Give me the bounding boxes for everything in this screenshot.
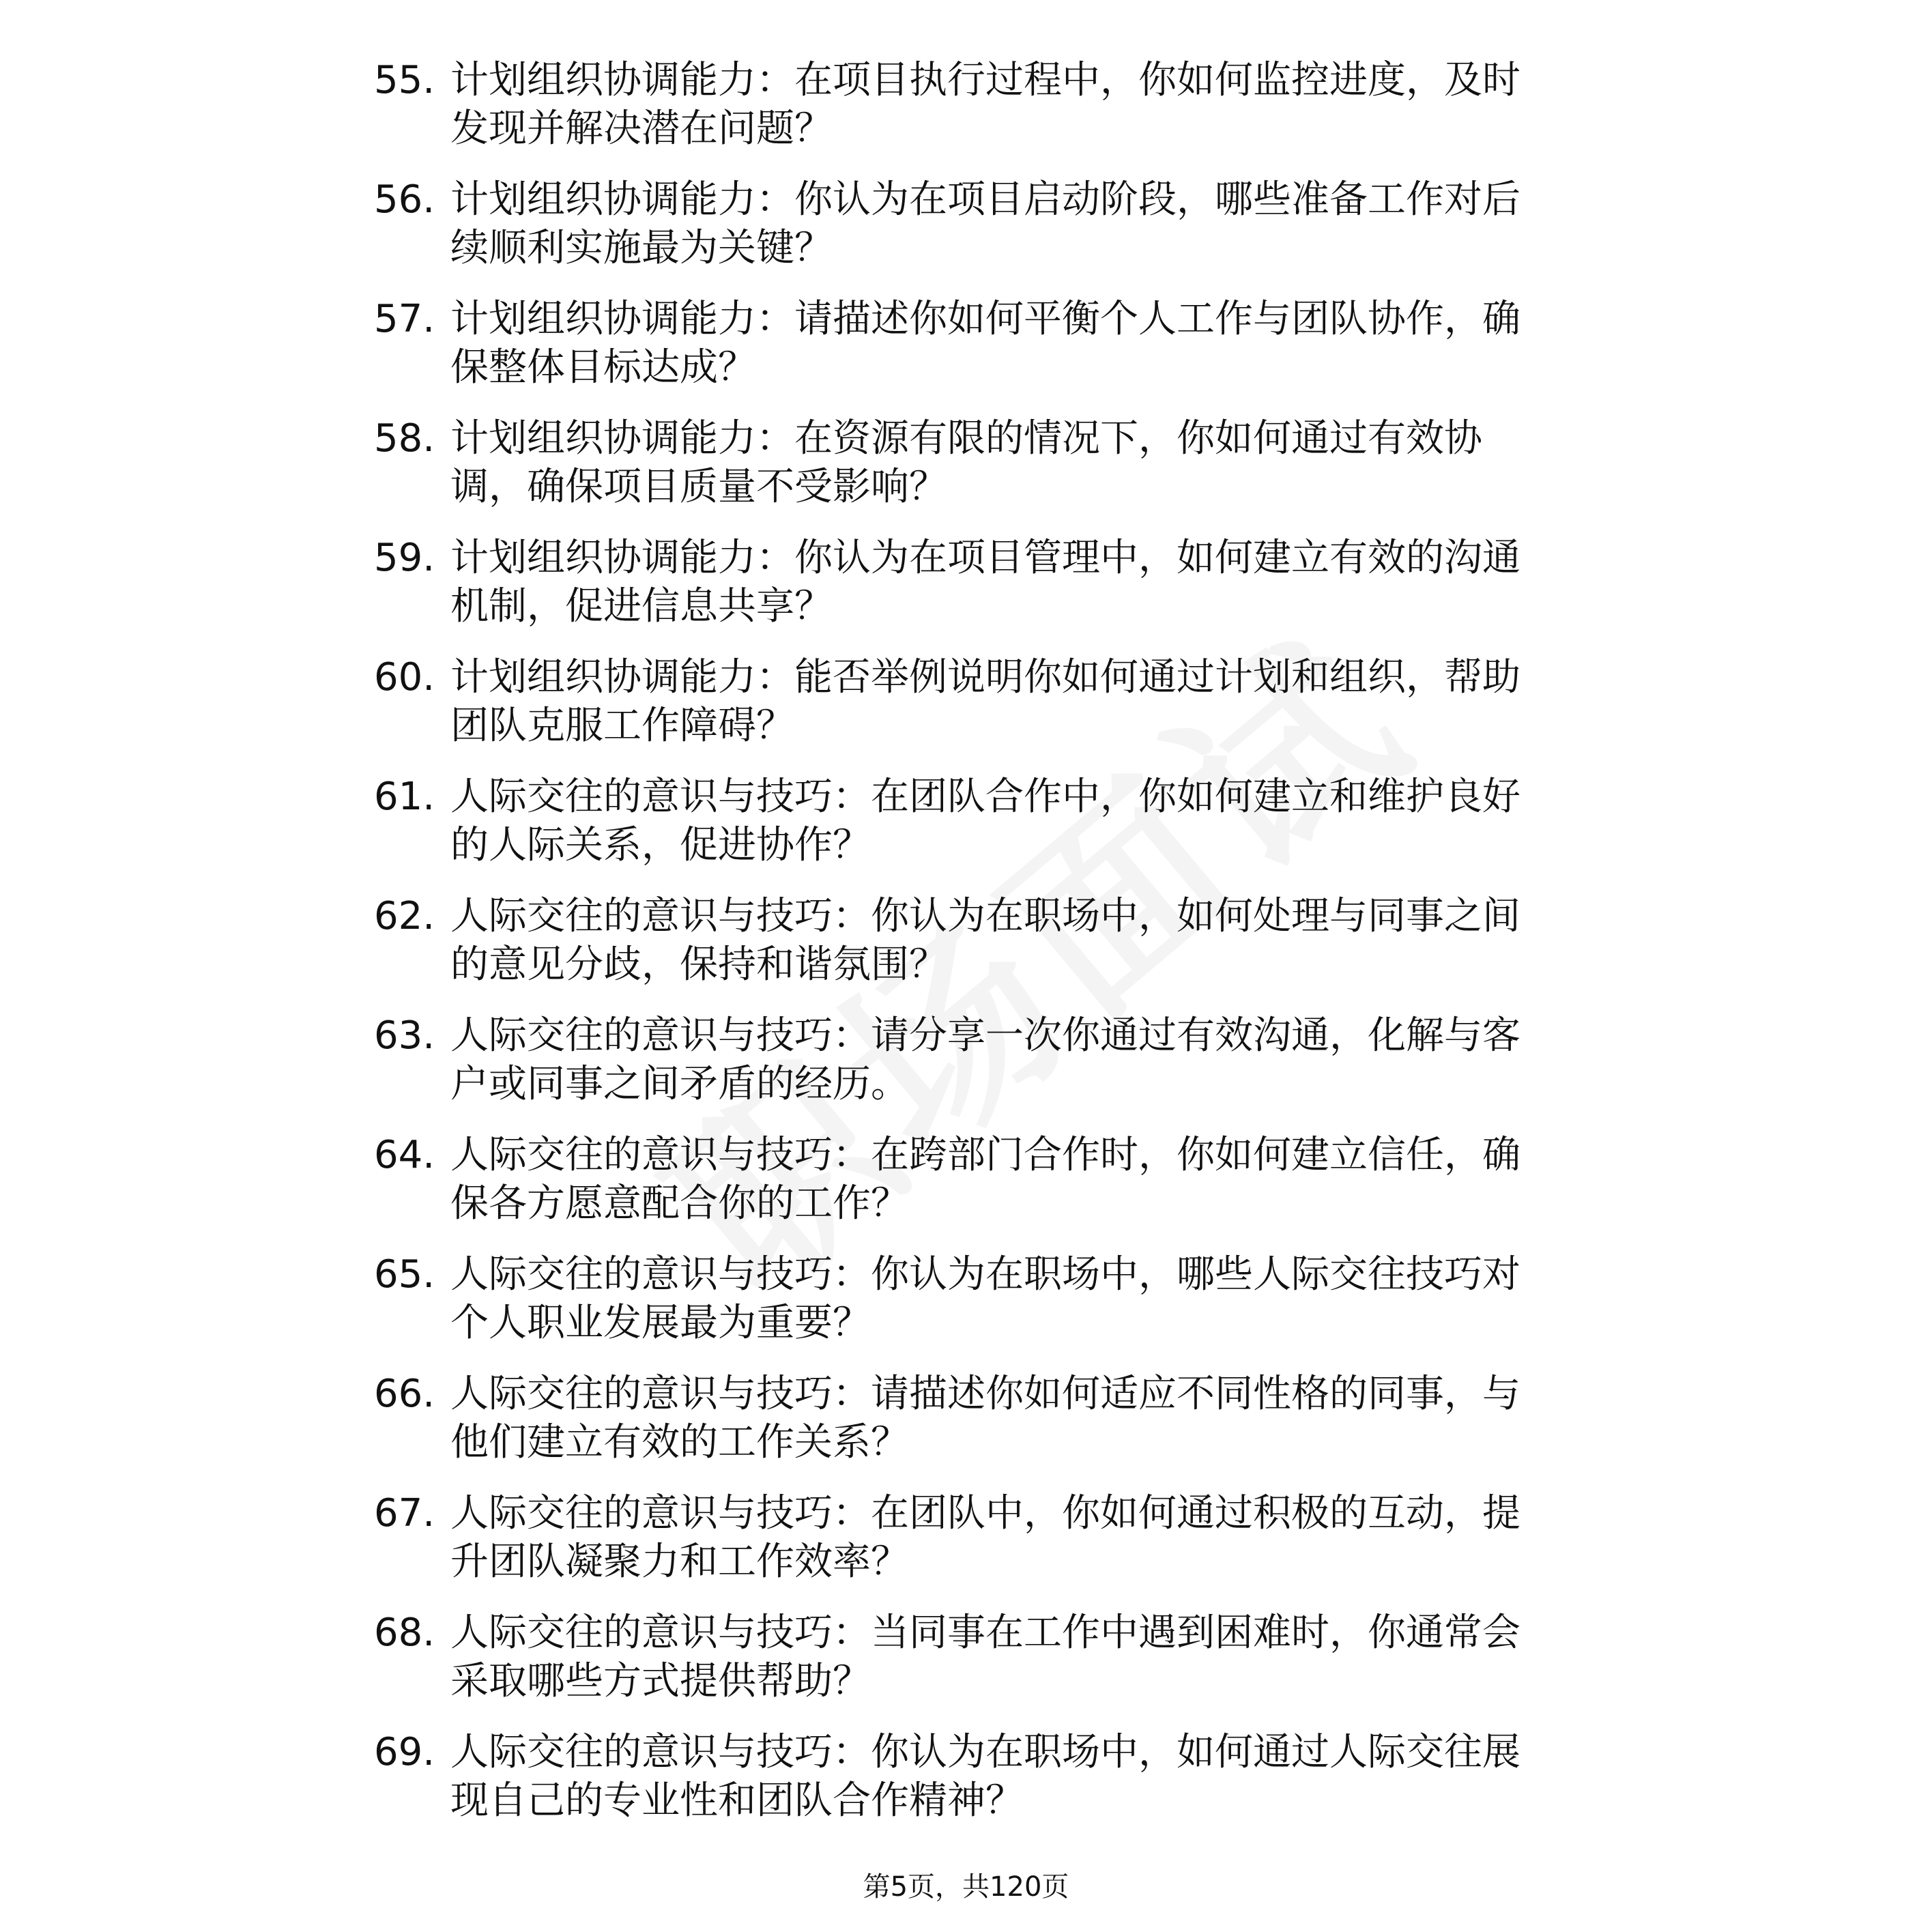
question-number: 56.: [374, 177, 435, 222]
question-text: 人际交往的意识与技巧：请分享一次你通过有效沟通，化解与客户或同事之间矛盾的经历。: [450, 1013, 1520, 1106]
question-text: 计划组织协调能力：在项目执行过程中，你如何监控进度，及时发现并解决潜在问题？: [450, 58, 1520, 151]
question-text: 人际交往的意识与技巧：在团队中，你如何通过积极的互动，提升团队凝聚力和工作效率？: [450, 1491, 1520, 1584]
page-footer: 第5页，共120页: [863, 1871, 1069, 1903]
question-item-55: [374, 56, 1555, 175]
question-number: 68.: [374, 1611, 435, 1655]
question-text: 人际交往的意识与技巧：你认为在职场中，如何处理与同事之间的意见分歧，保持和谐氛围？: [450, 894, 1520, 987]
question-number: 61.: [374, 775, 435, 819]
question-text: 人际交往的意识与技巧：当同事在工作中遇到困难时，你通常会采取哪些方式提供帮助？: [450, 1611, 1520, 1703]
question-number: 69.: [374, 1730, 435, 1774]
question-number: 66.: [374, 1372, 435, 1416]
question-text: 人际交往的意识与技巧：你认为在职场中，哪些人际交往技巧对个人职业发展最为重要？: [450, 1252, 1520, 1345]
question-item-59: [374, 534, 1555, 653]
question-item-69: [374, 1728, 1555, 1847]
question-text: 计划组织协调能力：你认为在项目启动阶段，哪些准备工作对后续顺利实施最为关键？: [450, 177, 1520, 270]
question-number: 58.: [374, 416, 435, 461]
question-number: 64.: [374, 1133, 435, 1177]
question-number: 59.: [374, 536, 435, 580]
question-text: 计划组织协调能力：在资源有限的情况下，你如何通过有效协调，确保项目质量不受影响？: [450, 416, 1482, 509]
question-item-68: [374, 1609, 1555, 1728]
question-item-67: [374, 1489, 1555, 1609]
question-number: 60.: [374, 655, 435, 700]
question-text: 人际交往的意识与技巧：请描述你如何适应不同性格的同事，与他们建立有效的工作关系？: [450, 1372, 1520, 1465]
question-number: 67.: [374, 1491, 435, 1535]
question-item-62: [374, 892, 1555, 1011]
question-list: [374, 56, 1555, 1847]
question-item-64: [374, 1131, 1555, 1250]
question-text: 人际交往的意识与技巧：在团队合作中，你如何建立和维护良好的人际关系，促进协作？: [450, 775, 1520, 867]
question-text: 人际交往的意识与技巧：你认为在职场中，如何通过人际交往展现自己的专业性和团队合作精神？: [450, 1730, 1520, 1823]
question-item-60: [374, 653, 1555, 773]
question-number: 57.: [374, 297, 435, 341]
question-item-61: [374, 773, 1555, 892]
question-number: 62.: [374, 894, 435, 938]
question-text: 计划组织协调能力：能否举例说明你如何通过计划和组织，帮助团队克服工作障碍？: [450, 655, 1520, 748]
question-text: 人际交往的意识与技巧：在跨部门合作时，你如何建立信任，确保各方愿意配合你的工作？: [450, 1133, 1520, 1226]
question-item-65: [374, 1250, 1555, 1370]
question-text: 计划组织协调能力：你认为在项目管理中，如何建立有效的沟通机制，促进信息共享？: [450, 536, 1520, 629]
question-item-66: [374, 1370, 1555, 1489]
question-number: 65.: [374, 1252, 435, 1297]
question-item-56: [374, 175, 1555, 295]
question-number: 55.: [374, 58, 435, 102]
question-text: 计划组织协调能力：请描述你如何平衡个人工作与团队协作，确保整体目标达成？: [450, 297, 1520, 390]
question-number: 63.: [374, 1013, 435, 1058]
question-item-63: [374, 1011, 1555, 1131]
question-item-57: [374, 295, 1555, 414]
question-item-58: [374, 414, 1555, 534]
